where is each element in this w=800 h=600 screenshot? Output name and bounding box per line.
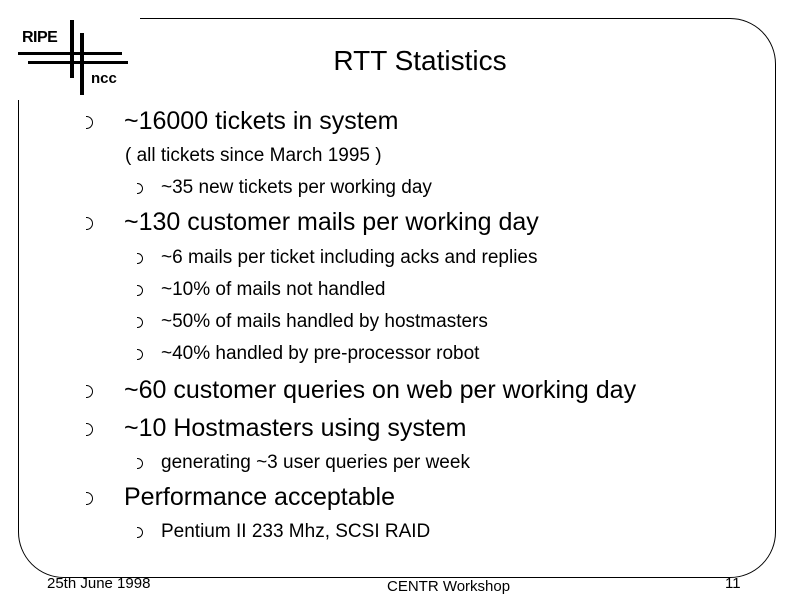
footer-page-number: 11 [725,575,741,592]
sub-bullet-text: ~35 new tickets per working day [161,177,432,198]
sub-bullet-text: generating ~3 user queries per week [161,452,470,473]
footer-date: 25th June 1998 [47,575,151,592]
logo-horizontal-bar-1 [18,52,122,55]
sub-bullet-text: ~40% handled by pre-processor robot [161,343,480,364]
bullet-text: ~16000 tickets in system [124,107,399,135]
logo-vertical-bar-1 [70,20,74,78]
ripe-ncc-logo [0,0,140,100]
slide-title: RTT Statistics [333,45,507,76]
bullet-text: ~130 customer mails per working day [124,208,539,236]
logo-vertical-bar-2 [80,33,84,95]
sub-bullet-text: ~10% of mails not handled [161,279,386,300]
bullet-text: ~10 Hostmasters using system [124,414,467,442]
logo-ripe-text: RIPE [22,29,58,46]
sub-bullet-text: Pentium II 233 Mhz, SCSI RAID [161,521,431,542]
logo-ncc-text: ncc [91,70,117,87]
sub-bullet-text: ~50% of mails handled by hostmasters [161,311,488,332]
logo-horizontal-bar-2 [28,61,128,64]
bullet-text: Performance acceptable [124,483,395,511]
bullet-text: ~60 customer queries on web per working day [124,376,637,404]
footer-event: CENTR Workshop [387,578,511,595]
note-text: ( all tickets since March 1995 ) [125,145,382,166]
sub-bullet-text: ~6 mails per ticket including acks and replies [161,247,538,268]
